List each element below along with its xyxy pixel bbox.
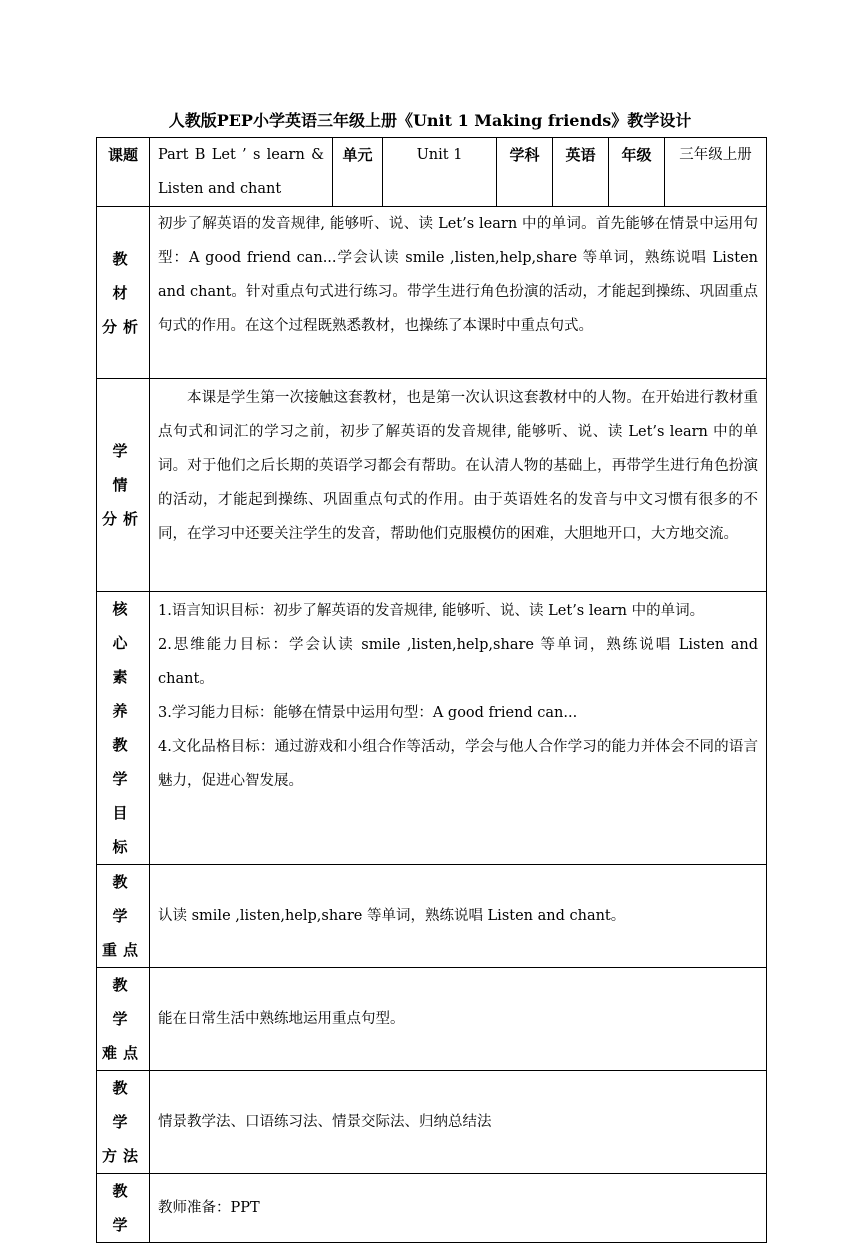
- key-points-row: [97, 865, 767, 968]
- grade-value: 三年级上册: [665, 138, 767, 207]
- lesson-label: 课题: [97, 138, 150, 207]
- subject-value: 英语: [553, 138, 609, 207]
- methods-row: [97, 1071, 767, 1174]
- lesson-plan-table: [96, 137, 767, 1243]
- student-analysis-label: 学 情 分析: [97, 379, 150, 592]
- student-analysis-text: 本课是学生第一次接触这套教材，也是第一次认识这套教材中的人物。在开始进行教材重点句式和词汇的学习之前，初步了解英语的发音规律, 能够听、说、读 Let’s learn 中的单词。对于他们之后长期的英语学习都会有帮助。在认清人物的基础上，再带学生进行角色扮演的活动，才能起到操练、巩固重点句式的作用。由于英语姓名的发音与中文习惯有很多的不同，在学习中还要关注学生的发音，帮助他们克服模仿的困难，大胆地开口，大方地交流。: [150, 379, 767, 592]
- core-goals-label: 核 心 素 养 教 学 目 标: [97, 592, 150, 865]
- material-analysis-label: 教 材 分析: [97, 207, 150, 379]
- preparation-text: 教师准备：PPT: [150, 1174, 767, 1243]
- methods-text: 情景教学法、口语练习法、情景交际法、归纳总结法: [150, 1071, 767, 1174]
- preparation-row: [97, 1174, 767, 1243]
- goal-item: 1.语言知识目标：初步了解英语的发音规律, 能够听、说、读 Let’s learn 中的单词。: [158, 603, 705, 619]
- goal-item: 2.思维能力目标：学会认读 smile ,listen,help,share 等单词，熟练说唱 Listen and chant。: [158, 637, 758, 687]
- core-goals-list: [150, 592, 767, 865]
- lesson-value: Part B Let ’ s learn & Listen and chant: [150, 138, 333, 207]
- key-points-label: 教 学 重点: [97, 865, 150, 968]
- unit-label: 单元: [333, 138, 383, 207]
- material-analysis-row: [97, 207, 767, 379]
- grade-label: 年级: [609, 138, 665, 207]
- key-points-text: 认读 smile ,listen,help,share 等单词，熟练说唱 Listen and chant。: [150, 865, 767, 968]
- header-row: [97, 138, 767, 207]
- material-analysis-text: 初步了解英语的发音规律, 能够听、说、读 Let’s learn 中的单词。首先能够在情景中运用句型：A good friend can...学会认读 smile ,listen,help,share 等单词，熟练说唱 Listen and chant。针对重点句式进行练习。带学生进行角色扮演的活动，才能起到操练、巩固重点句式的作用。在这个过程既熟悉教材，也操练了本课时中重点句式。: [150, 207, 767, 379]
- document-title: 人教版PEP小学英语三年级上册《Unit 1 Making friends》教学设计: [168, 111, 692, 130]
- subject-label: 学科: [497, 138, 553, 207]
- difficulties-label: 教 学 难点: [97, 968, 150, 1071]
- difficulties-text: 能在日常生活中熟练地运用重点句型。: [150, 968, 767, 1071]
- goal-item: 4.文化品格目标：通过游戏和小组合作等活动，学会与他人合作学习的能力并体会不同的语言魅力，促进心智发展。: [158, 739, 758, 789]
- preparation-label: 教 学: [97, 1174, 150, 1243]
- core-goals-row: [97, 592, 767, 865]
- methods-label: 教 学 方法: [97, 1071, 150, 1174]
- student-analysis-row: [97, 379, 767, 592]
- goal-item: 3.学习能力目标：能够在情景中运用句型：A good friend can...: [158, 705, 578, 721]
- difficulties-row: [97, 968, 767, 1071]
- unit-value: Unit 1: [383, 138, 497, 207]
